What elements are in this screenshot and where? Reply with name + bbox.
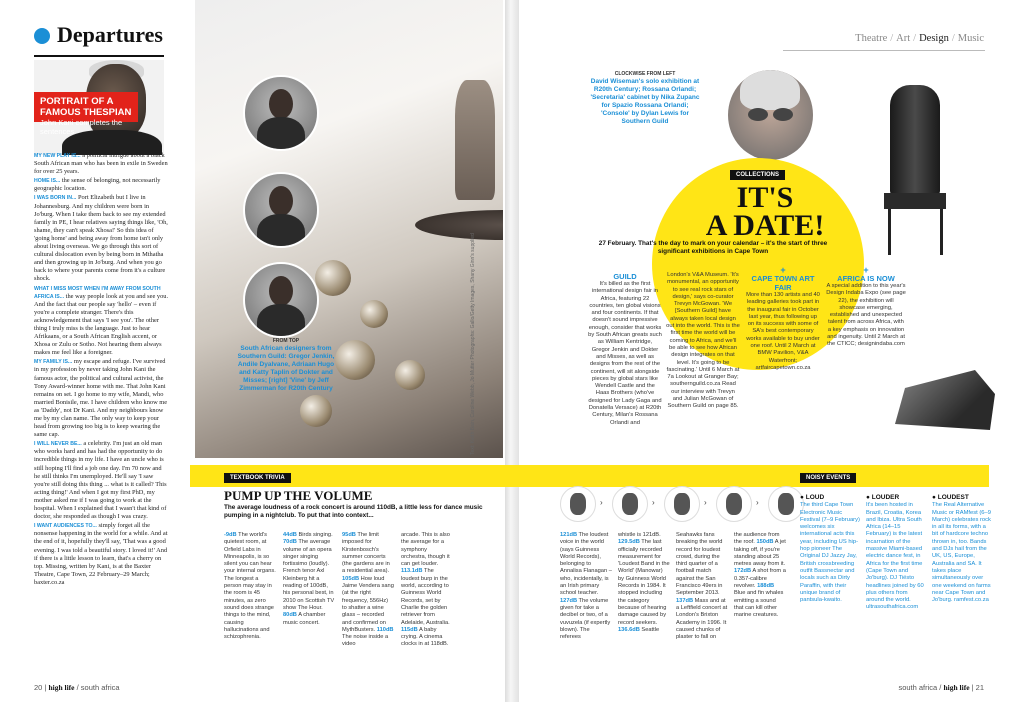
- interview-para: MY NEW PLAY IS... a political intrigue about a black South African man who has been in exile in Sweden for over 25 years.: [34, 152, 168, 176]
- arrow-icon: ›: [704, 498, 707, 507]
- section-art: Art: [896, 33, 911, 44]
- noisy-event-loud: ● LOUD The third Cape Town Electronic Music Festival (7–9 February) welcomes six international acts this year, including US hip-hop pioneer The Original DJ Jazzy Jay, British crossbreeding outfit Bassnectar and locals such as Dirty Paraffin, with their unique brand of pantsula-kwaito.: [800, 494, 860, 604]
- trivia-column: whistle is 121dB. 129.5dB The last officially recorded measurement for 'Loudest Band in the World' (Manowar) by Guinness World Records in 1984. It stopped including the category because of hearing damage caused by record seekers. 136.6dB Seattle: [618, 532, 670, 633]
- trivia-column: -9dB The world's quietest room, at Orfield Labs in Minneapolis, is so silent you can hear your internal organs. The longest a person may stay in the room is 45 minutes, as zero sound does strange things to the mind, causing hallucinations and schizophrenia.: [224, 532, 276, 641]
- rossana-orlandi-photo: [728, 70, 813, 160]
- trivia-column: arcade. This is also the average for a symphony orchestra, though it can get louder. 113.1dB The loudest burp in the world, according to Guinness World Records, set by Charlie the golden retriever from Adelaide, Australia. 115dB A baby crying. A cinema clocks in at 118dB.: [401, 532, 450, 648]
- glass-icon: [664, 486, 700, 522]
- section-dot-icon: [34, 28, 50, 44]
- arrow-icon: ›: [652, 498, 655, 507]
- noisy-events-tag: NOISY EVENTS: [800, 473, 856, 483]
- plus-icon: +: [863, 265, 869, 275]
- left-footer: 20 | high life / south africa: [34, 683, 120, 692]
- jet-icon: [768, 486, 804, 522]
- photo-caption: FROM TOP South African designers from Southern Guild: Gregor Jenkin, Andile Dyalvane, Adriaan Hugo and Katty Taplin of Dokter and Misses; [right] 'Vine' by Jeff Zimmerman for R20th Century: [237, 338, 335, 392]
- right-footer: south africa / high life | 21: [898, 683, 984, 692]
- collage-orb: [360, 300, 388, 328]
- interview-para: I WANT AUDIENCES TO... simply forget all the nonsense happening in the world for a while. And at the end of it, hopefully they'll say, 'That was a good evening. I was told a beautiful story. I loved it!' And if there is a little lesson to learn, that's a cherry on top. Missing, written by Kani, is at the Baxter Theatre, Cape Town, 22 February–29 March; baxter.co.za: [34, 522, 168, 586]
- arrow-icon: ›: [600, 498, 603, 507]
- photo-caption: CLOCKWISE FROM LEFT David Wiseman's solo exhibition at R20th Century; Rossana Orlandi; 'Secretaria' cabinet by Nika Zupanc for Spazio Rossana Orlandi; 'Console' by Dylan Lewis for Southern Guild: [590, 71, 700, 125]
- interview-para: I WAS BORN IN... Port Elizabeth but I live in Johannesburg. And my children were born in Jo'burg. When I take them back to see my extended family in PE, I hear relatives saying things like, 'Oh, shame, they can't speak Xhosa!' So this idea of 'going home' and being away from home isn't only about living overseas. We go through this sort of cultural dislocation even by being born in Mthatha and then growing up in Jo'burg. And when you go back to where your parents come from it's a culture shock.: [34, 194, 168, 283]
- collage-table: [415, 210, 503, 240]
- collage-orb: [335, 340, 375, 380]
- collections-tag: COLLECTIONS: [730, 170, 785, 180]
- baby-icon: [716, 486, 752, 522]
- trivia-band: [190, 465, 989, 487]
- section-design: Design: [919, 33, 949, 44]
- interview-para: I WILL NEVER BE... a celebrity. I'm just an old man who works hard and has had the opportunity to do incredible things in my life. I have an uncle who is still hoping I'll find a job one day. I'm 70 now and he still thinks I'm unemployed. He'll say 'I saw you're still doing this thing ... what is it called? This acting thing!' And when I got my first PhD, my mother asked me if I was going to work at the hospital. When I explained that I wasn't that kind of doctor, she responded as though I was crazy.: [34, 440, 167, 521]
- section-music: Music: [957, 33, 984, 44]
- interview-para: HOME IS... the sense of belonging, not necessarily geographic location.: [34, 177, 161, 193]
- trivia-column: 44dB Birds singing. 70dB The average volume of an opera singer singing fortissimo (loudly). French tenor Axl Kleinberg hit a reading of 100dB, his personal best, in 2010 on Scottish TV show The Hour. 80dB A chamber music concert.: [283, 532, 335, 626]
- page-number: 21: [975, 683, 984, 692]
- trivia-title: PUMP UP THE VOLUME: [224, 488, 373, 503]
- console-photo: [895, 370, 995, 430]
- owl-icon: [560, 486, 596, 522]
- africa-is-now-column: + AFRICA IS NOW A special addition to this year's Design Indaba Expo (see page 22), the exhibition will showcase emerging, established and unexpected talent from across Africa, with a key emphasis on innovation and ingenuity. Until 2 March at the CTICC; designindaba.com: [826, 265, 906, 348]
- interview-para: MY FAMILY IS... my escape and refuge. I've survived in my profession by never taking John Kani the famous actor, the political and cultural activist, the Tony Award-winner home with me. That John Kani remains on set. I go home to my wife, Mandi, who married Bonisile, me. I have children who know me as 'Daddy', not Dr Kani. And my neighbours know me by my clan name. The only way to keep your head from growing too big is to keep wearing the same cap.: [34, 358, 168, 439]
- section-nav: Theatre / Art / Design / Music: [855, 33, 984, 44]
- noisy-event-louder: ● LOUDER It's been hosted in Brazil, Croatia, Korea and Ibiza. Ultra South Africa (14–15 February) is the latest incarnation of the massive Miami-based electric dance fest, in Africa for the first time (Cape Town and Jo'burg). DJ Tiësto headlines joined by 60 plus others from around the world. ultrasouthafrica.com: [866, 494, 924, 611]
- section-rule: [34, 55, 164, 57]
- section-rule: [783, 50, 985, 51]
- section-theatre: Theatre: [855, 33, 888, 44]
- trivia-column: 95dB The limit imposed for Kirstenbosch's summer concerts (the gardens are in a residential area). 105dB How loud Jaime Vendera sang (at the right frequency, 556Hz) to shatter a wine glass – recorded and confirmed on MythBusters. 110dB The noise inside a video: [342, 532, 394, 648]
- plus-icon: +: [780, 265, 786, 275]
- cabinet-photo: [870, 85, 960, 255]
- portrait-title: PORTRAIT OF A FAMOUS THESPIAN: [34, 92, 138, 122]
- portrait-subtitle: John Kani completes the sentences: [40, 118, 123, 136]
- guild-column-cont: London's V&A Museum. 'It's monumental, an opportunity to see real rock stars of design,' says co-curator Trevyn McGowan. 'We [Southern Guild] have always taken local design out into the world. This is the first time the world will be coming to Africa, and we'll be able to see how African design integrates on that level. It's going to be fascinating.' Until 6 March at 7a Lookout at Granger Bay; southernguild.co.za Read our interview with Trevyn and Julian McGowan of Southern Guild on page 85.: [666, 272, 740, 410]
- collage-orb: [315, 260, 351, 296]
- trivia-subtitle: The average loudness of a rock concert is around 110dB, a little less for dance music pumping in a nightclub. To put that into context...: [224, 504, 483, 519]
- trivia-column: the audience from the roof. 150dB A jet taking off, if you're standing about 25 metres away from it. 172dB A shot from a 0.357-calibre revolver. 188dB Blue and fin whales emitting a sound that can kill other marine creatures.: [734, 532, 786, 619]
- cape-town-art-fair-column: + CAPE TOWN ART FAIR More than 130 artists and 40 leading galleries took part in the inaugural fair in October last year, thus following up on its success with some of SA's best contemporary works available to buy under one roof. Until 2 March at BMW Pavilion, V&A Waterfront; artfaircapetown.co.za: [746, 265, 820, 371]
- guild-column: GUILD It's billed as the first international design fair in Africa, featuring 22 countries, ten global visions and four continents. If that doesn't sound impressive enough, consider that works by South African greats such as William Kentridge, Gregor Jenkin and Dokter and Misses, as well as designs from the rest of the continent, will sit alongside pieces by global stars like Wendell Castle and the Haas Brothers (who've designed for Lady Gaga and Donatella Versace) at R20th Century, Milan's Rossana Orlandi and: [588, 272, 662, 426]
- page-spine: [505, 0, 519, 702]
- collage-orb: [300, 395, 332, 427]
- trivia-column: Seahawks fans breaking the world record for loudest crowd, during the third quarter of a football match against the San Francisco 49ers in September 2013. 137dB Mass and at a Leftfield concert at London's Brixton Academy in 1996. It caused chunks of plaster to fall on: [676, 532, 728, 641]
- noisy-event-loudest: ● LOUDEST The Real Alternative Music or RAMfest (6–9 March) celebrates rock in all its forms, with a bit of hardcore techno thrown in, too. Bands and DJs hail from the UK, US, Europe, Australia and SA. It takes place simultaneously over one weekend on farms near Cape Town and Jo'burg. ramfest.co.za: [932, 494, 991, 604]
- designer-photo: [243, 172, 319, 248]
- article-intro: 27 February. That's the day to mark on your calendar – it's the start of three significant exhibitions in Cape Town: [598, 240, 828, 255]
- brand: high life: [943, 683, 970, 692]
- trivia-column: 121dB The loudest voice in the world (says Guinness World Records), belonging to Annalisa Flanagan – who, incidentally, is an Irish primary school teacher. 127dB The volume given for take a decibel or two, of a vuvuzela (if expertly blown). The referees: [560, 532, 612, 641]
- page-number: 20: [34, 683, 43, 692]
- arrow-icon: ›: [756, 498, 759, 507]
- section-title: Departures: [57, 22, 163, 47]
- brand: high life: [48, 683, 75, 692]
- photo-credit: Text: Keith Bain, Caroline Webb, Jo Mutter Photographs: Gallo/Getty Images, Shany Ginn's supplied: [470, 233, 476, 455]
- collage-orb: [395, 360, 425, 390]
- interview-text: [34, 152, 169, 588]
- article-title: IT'S A DATE!: [705, 181, 825, 242]
- singer-icon: [612, 486, 648, 522]
- designer-photo: [243, 262, 319, 338]
- collage-vase: [455, 80, 495, 200]
- trivia-tag: TEXTBOOK TRIVIA: [224, 473, 291, 483]
- designer-photo: [243, 75, 319, 151]
- interview-para: WHAT I MISS MOST WHEN I'M AWAY FROM SOUTH AFRICA IS... the way people look at you and see you. And the fact that our people say 'hello' – even if you're a complete stranger. There's this acknowledgement that says 'I see you'. The other thing I truly miss is the language. Just to hear Afrikaans, or a South African English accent, or Xhosa or Zulu or Sotho. Not hearing them always makes me feel like a foreigner.: [34, 285, 169, 357]
